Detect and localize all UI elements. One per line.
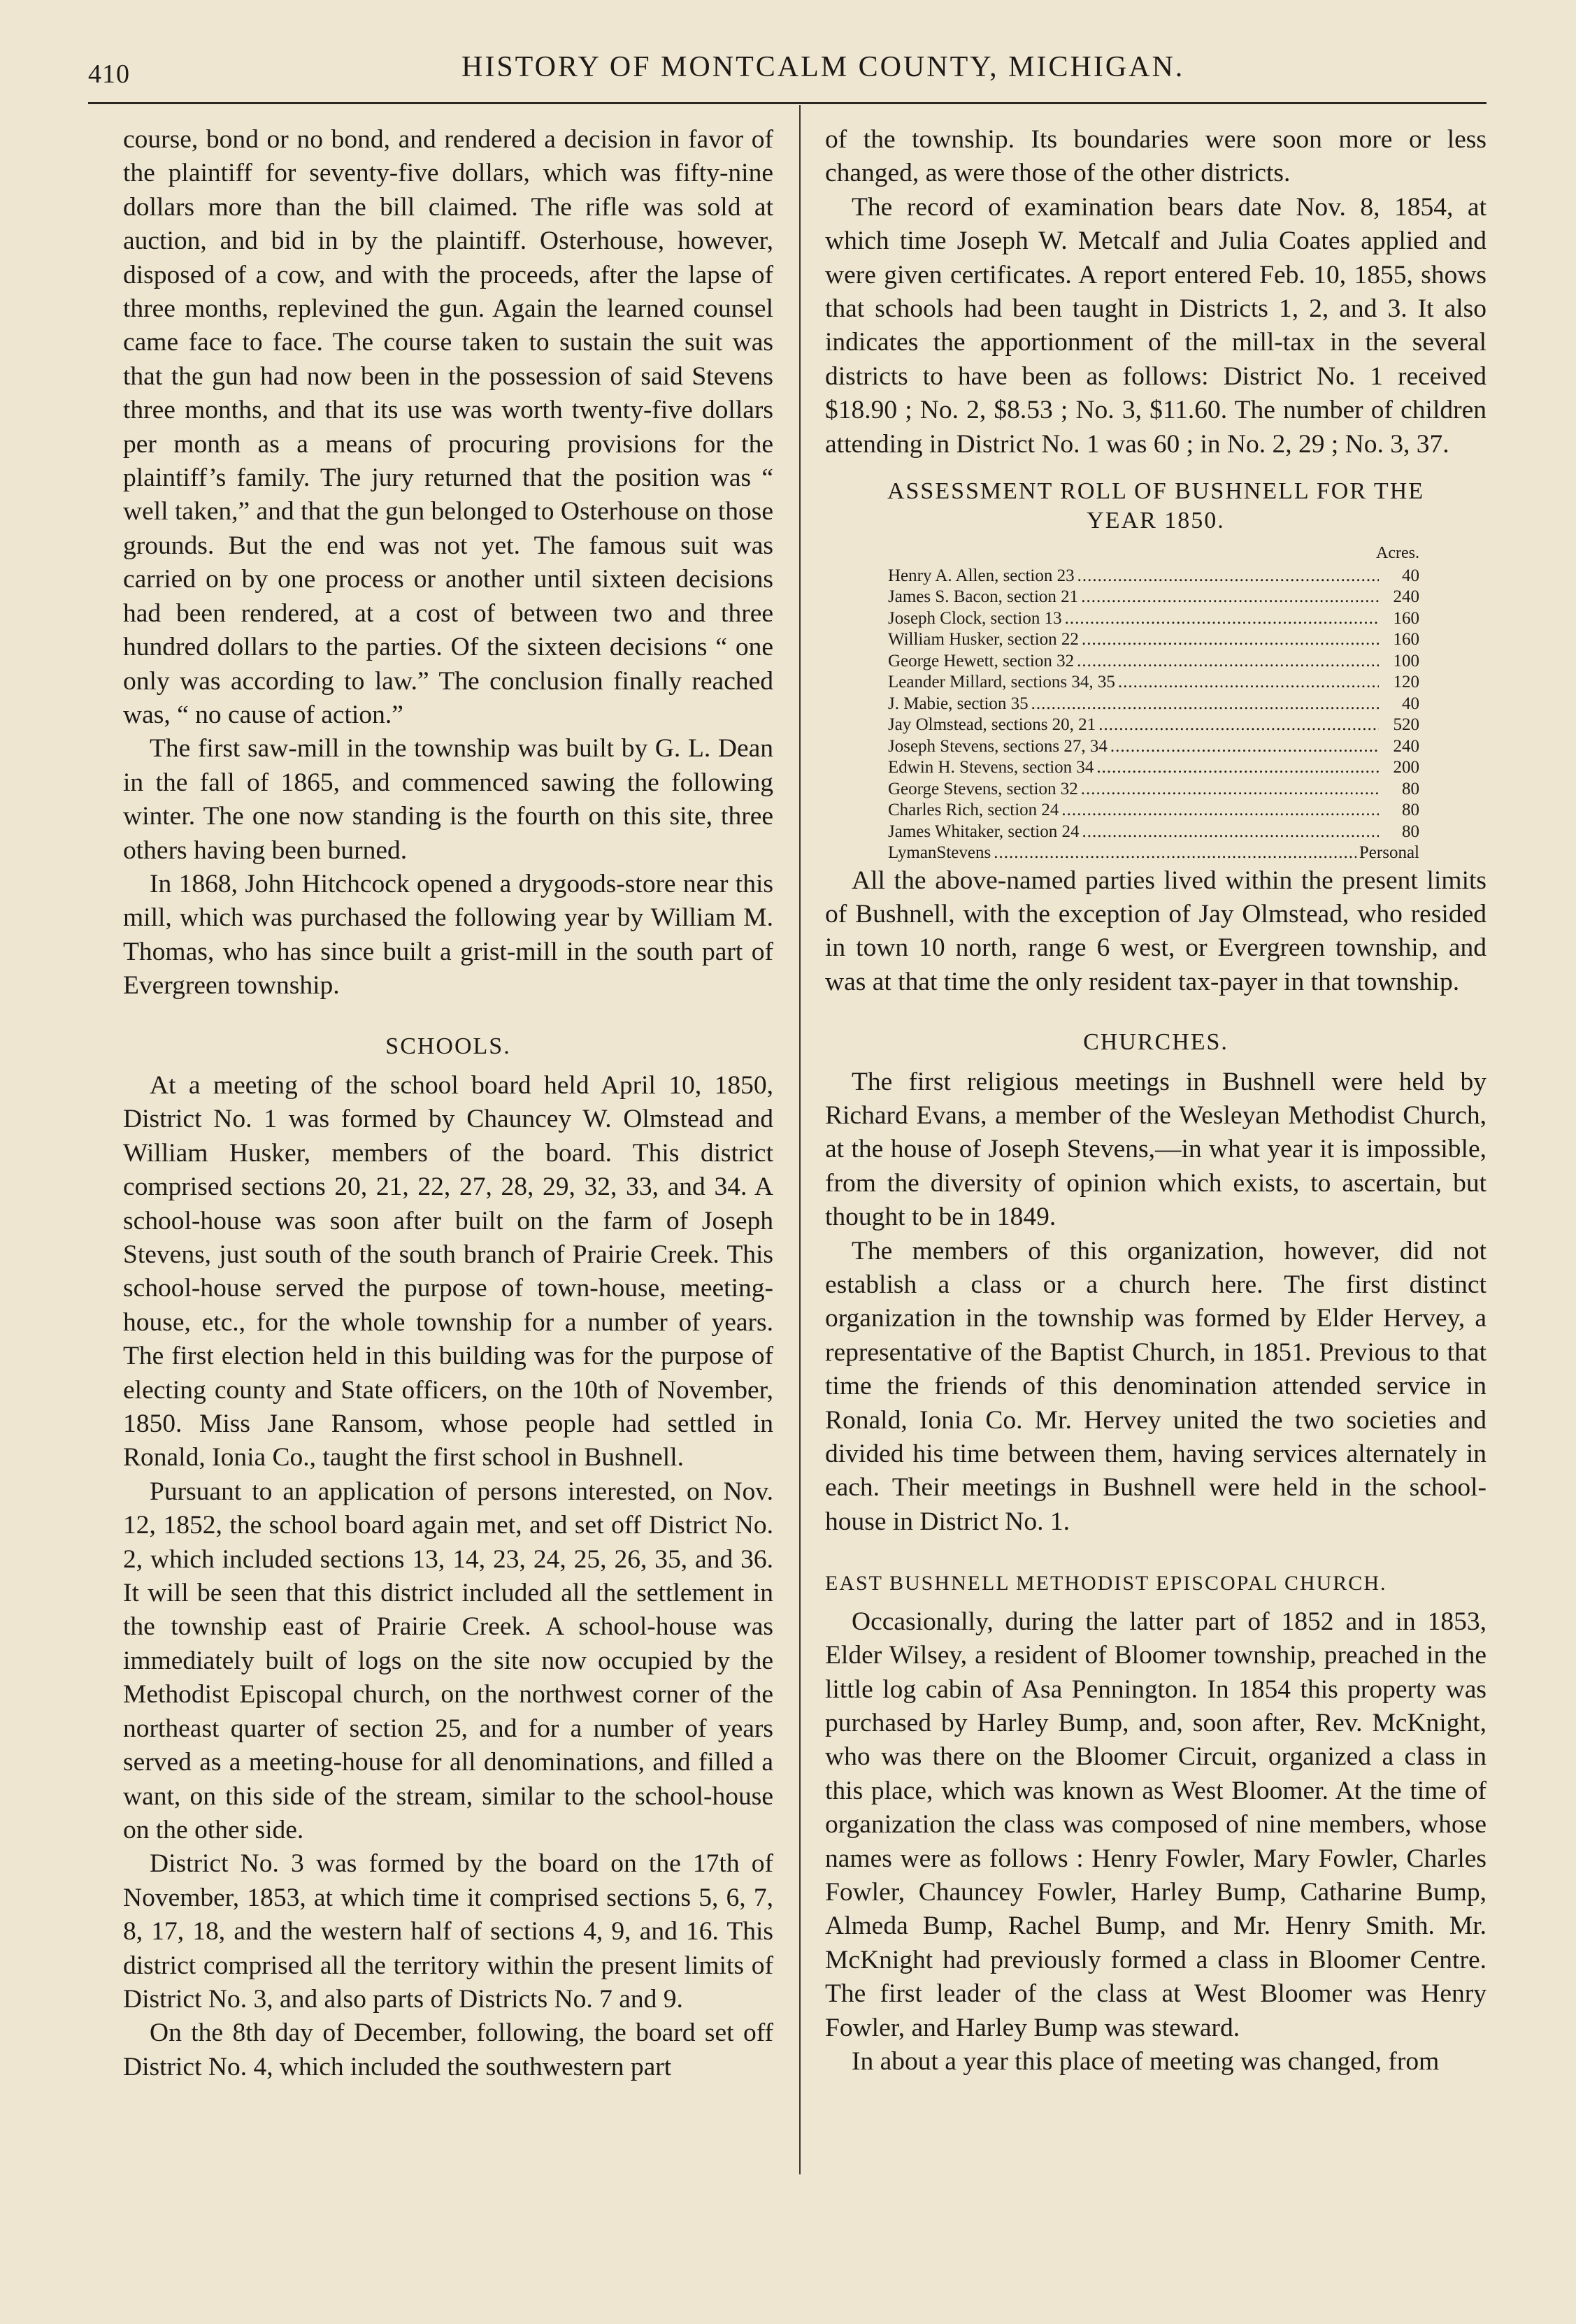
paragraph: District No. 3 was formed by the board on the 17th of November, 1853, at which time it comprised sections 5, 6, 7, 8, 17, 18, and the western half of sections 4, 9, and 16. This district comprised all the territory within the present limits of District No. 3, and also parts of Districts No. 7 and 9. <box>123 1849 773 2014</box>
assessment-roll <box>888 543 1419 864</box>
header-rule <box>88 102 1487 104</box>
roll-name: William Husker, section 22 <box>888 630 1079 650</box>
roll-row <box>888 651 1419 673</box>
roll-name: James Whitaker, section 24 <box>888 822 1080 841</box>
paragraph: Occasionally, during the latter part of 1852 and in 1853, Elder Wilsey, a resident of Bloomer township, preached in the little log cabin of Asa Pennington. In 1854 this property was purchased by Harley Bump, and, soon after, Rev. McKnight, who was there on the Bloomer Circuit, organized a class in this place, which was known as West Bloomer. At the time of organization the class was composed of nine members, whose names were as follows : Henry Fowler, Mary Fowler, Charles Fowler, Chauncey Fowler, Harley Bump, Catharine Bump, Almeda Bump, Rachel Bump, and Mr. Henry Smith. Mr. McKnight had previously formed a class in Bloomer Centre. The first leader of the class at West Bloomer was Henry Fowler, and Harley Bump was steward. <box>825 1607 1487 2042</box>
roll-acres: 40 <box>1402 694 1419 713</box>
leader-dots <box>1077 566 1379 587</box>
roll-row <box>888 608 1419 630</box>
roll-acres: 240 <box>1393 736 1419 756</box>
leader-dots <box>1081 587 1379 608</box>
roll-name: Henry A. Allen, section 23 <box>888 566 1075 585</box>
roll-acres: 160 <box>1393 608 1419 628</box>
roll-name: Leander Millard, sections 34, 35 <box>888 673 1115 692</box>
leader-dots <box>1082 629 1379 651</box>
roll-row <box>888 757 1419 779</box>
leader-dots <box>1065 608 1379 630</box>
roll-name: Jay Olmstead, sections 20, 21 <box>888 715 1096 735</box>
roll-row <box>888 715 1419 736</box>
page-header <box>0 43 1576 92</box>
roll-row <box>888 694 1419 715</box>
assessment-roll-title-line: YEAR 1850. <box>1087 508 1225 534</box>
roll-row <box>888 822 1419 843</box>
roll-name: J. Mabie, section 35 <box>888 694 1029 713</box>
methodist-church-heading: EAST BUSHNELL METHODIST EPISCOPAL CHURCH. <box>825 1572 1387 1595</box>
paragraph: The first saw-mill in the township was built by G. L. Dean in the fall of 1865, and commenced sawing the following winter. The one now standing is the fourth on this site, three others having been burned. <box>123 734 773 865</box>
roll-row <box>888 842 1419 864</box>
acres-column-header: Acres. <box>1376 544 1419 563</box>
roll-acres: 40 <box>1402 566 1419 585</box>
roll-row <box>888 736 1419 758</box>
roll-name: George Stevens, section 32 <box>888 779 1078 798</box>
assessment-roll-title-line: ASSESSMENT ROLL OF BUSHNELL FOR THE <box>887 478 1425 505</box>
paragraph: of the township. Its boundaries were soon more or less changed, as were those of the other districts. <box>825 125 1487 188</box>
roll-acres: 80 <box>1402 822 1419 841</box>
assessment-roll-title <box>825 477 1487 536</box>
right-column <box>825 123 1487 2079</box>
roll-row <box>888 629 1419 651</box>
roll-row <box>888 800 1419 822</box>
roll-row <box>888 672 1419 694</box>
paragraph: The record of examination bears date Nov. 8, 1854, at which time Joseph W. Metcalf and Julia Coates applied and were given certificates. A report entered Feb. 10, 1855, shows that schools had been taught in Districts 1, 2, and 3. It also indicates the apportionment of the mill-tax in the several districts to have been as follows: District No. 1 received $18.90 ; No. 2, $8.53 ; No. 3, $11.60. The number of children attending in District No. 1 was 60 ; in No. 2, 29 ; No. 3, 37. <box>825 192 1487 459</box>
roll-name: Joseph Stevens, sections 27, 34 <box>888 736 1108 756</box>
paragraph: The first religious meetings in Bushnell were held by Richard Evans, a member of the Wesleyan Methodist Church, at the house of Joseph Stevens,—in what year it is impossible, from the diversity of opinion which exists, to ascertain, but thought to be in 1849. <box>825 1067 1487 1232</box>
roll-acres: Personal <box>1359 843 1419 863</box>
leader-dots <box>994 842 1356 864</box>
roll-name: Charles Rich, section 24 <box>888 801 1059 820</box>
roll-name: James S. Bacon, section 21 <box>888 587 1079 607</box>
leader-dots <box>1031 694 1379 715</box>
paragraph: At a meeting of the school board held April 10, 1850, District No. 1 was formed by Chauncey W. Olmstead and William Husker, members of the board. This district comprised sections 20, 21, 22, 27, 28, 29, 32, 33, and 34. A school-house was soon after built on the farm of Joseph Stevens, just south of the south branch of Prairie Creek. This school-house served the purpose of town-house, meeting-house, etc., for the whole township for a number of years. The first election held in this building was for the purpose of electing county and State officers, on the 10th of November, 1850. Miss Jane Ransom, whose people had settled in Ronald, Ionia Co., taught the first school in Bushnell. <box>123 1070 773 1472</box>
leader-dots <box>1096 757 1379 779</box>
roll-acres: 80 <box>1402 801 1419 820</box>
roll-row <box>888 779 1419 801</box>
paragraph: In about a year this place of meeting was changed, from <box>852 2046 1440 2076</box>
roll-acres: 240 <box>1393 587 1419 607</box>
roll-acres: 80 <box>1402 779 1419 798</box>
leader-dots <box>1098 715 1379 736</box>
leader-dots <box>1110 736 1379 758</box>
leader-dots <box>1077 651 1379 673</box>
roll-name: LymanStevens <box>888 843 991 863</box>
left-column <box>123 123 773 2084</box>
roll-row <box>888 587 1419 608</box>
roll-acres: 200 <box>1393 758 1419 777</box>
roll-name: George Hewett, section 32 <box>888 651 1075 670</box>
paragraph: All the above-named parties lived within the present limits of Bushnell, with the exception of Jay Olmstead, who resided in town 10 north, range 6 west, or Evergreen township, and was at that time the only resident tax-payer in that township. <box>825 866 1487 996</box>
roll-name: Edwin H. Stevens, section 34 <box>888 758 1094 777</box>
leader-dots <box>1081 779 1379 801</box>
roll-acres: 120 <box>1393 673 1419 692</box>
paragraph: On the 8th day of December, following, the board set off District No. 4, which included the southwestern part <box>123 2018 773 2081</box>
churches-heading: CHURCHES. <box>1083 1029 1228 1056</box>
page-number: 410 <box>88 59 130 89</box>
roll-row <box>888 566 1419 587</box>
paragraph: The members of this organization, however, did not establish a class or a church here. The first distinct organization in the township was formed by Elder Hervey, a representative of the Baptist Church, in 1851. Previous to that time the friends of this denomination attended service in Ronald, Ionia Co. Mr. Hervey united the two societies and divided his time between them, having services alternately in each. Their meetings in Bushnell were held in the school-house in District No. 1. <box>825 1236 1487 1536</box>
leader-dots <box>1082 822 1379 843</box>
running-title: HISTORY OF MONTCALM COUNTY, MICHIGAN. <box>461 51 1185 83</box>
paragraph: course, bond or no bond, and rendered a decision in favor of the plaintiff for seventy-five dollars, which was fifty-nine dollars more than the bill claimed. The rifle was sold at auction, and bid in by the plaintiff. Osterhouse, however, disposed of a cow, and with the proceeds, after the lapse of three months, replevined the gun. Again the learned counsel came face to face. The course taken to sustain the suit was that the gun had now been in the possession of said Stevens three months, and that its use was worth twenty-five dollars per month as a means of procuring provisions for the plaintiff’s family. The jury returned that the position was “ well taken,” and that the gun belonged to Osterhouse on those grounds. But the end was not yet. The famous suit was carried on by one process or another until sixteen decisions had been rendered, at a cost of between two and three hundred dollars to the parties. Of the sixteen decisions “ one only was according to law.” The conclusion finally reached was, “ no cause of action.” <box>123 125 773 729</box>
roll-acres: 520 <box>1393 715 1419 735</box>
paragraph: Pursuant to an application of persons interested, on Nov. 12, 1852, the school board again met, and set off District No. 2, which included sections 13, 14, 23, 24, 25, 26, 35, and 36. It will be seen that this district included all the settlement in the township east of Prairie Creek. A school-house was immediately built of logs on the site now occupied by the Methodist Episcopal church, on the northwest corner of the northeast quarter of section 25, and for a number of years served as a meeting-house for all denominations, and filled a want, on this side of the stream, similar to the school-house on the other side. <box>123 1477 773 1844</box>
roll-acres: 100 <box>1393 651 1419 670</box>
roll-name: Joseph Clock, section 13 <box>888 608 1062 628</box>
leader-dots <box>1061 800 1379 822</box>
leader-dots <box>1118 672 1379 694</box>
paragraph: In 1868, John Hitchcock opened a drygoods-store near this mill, which was purchased the following year by William M. Thomas, who has since built a grist-mill in the south part of Evergreen township. <box>123 869 773 1000</box>
schools-heading: SCHOOLS. <box>385 1033 511 1059</box>
column-divider <box>799 105 801 2174</box>
roll-acres: 160 <box>1393 630 1419 650</box>
